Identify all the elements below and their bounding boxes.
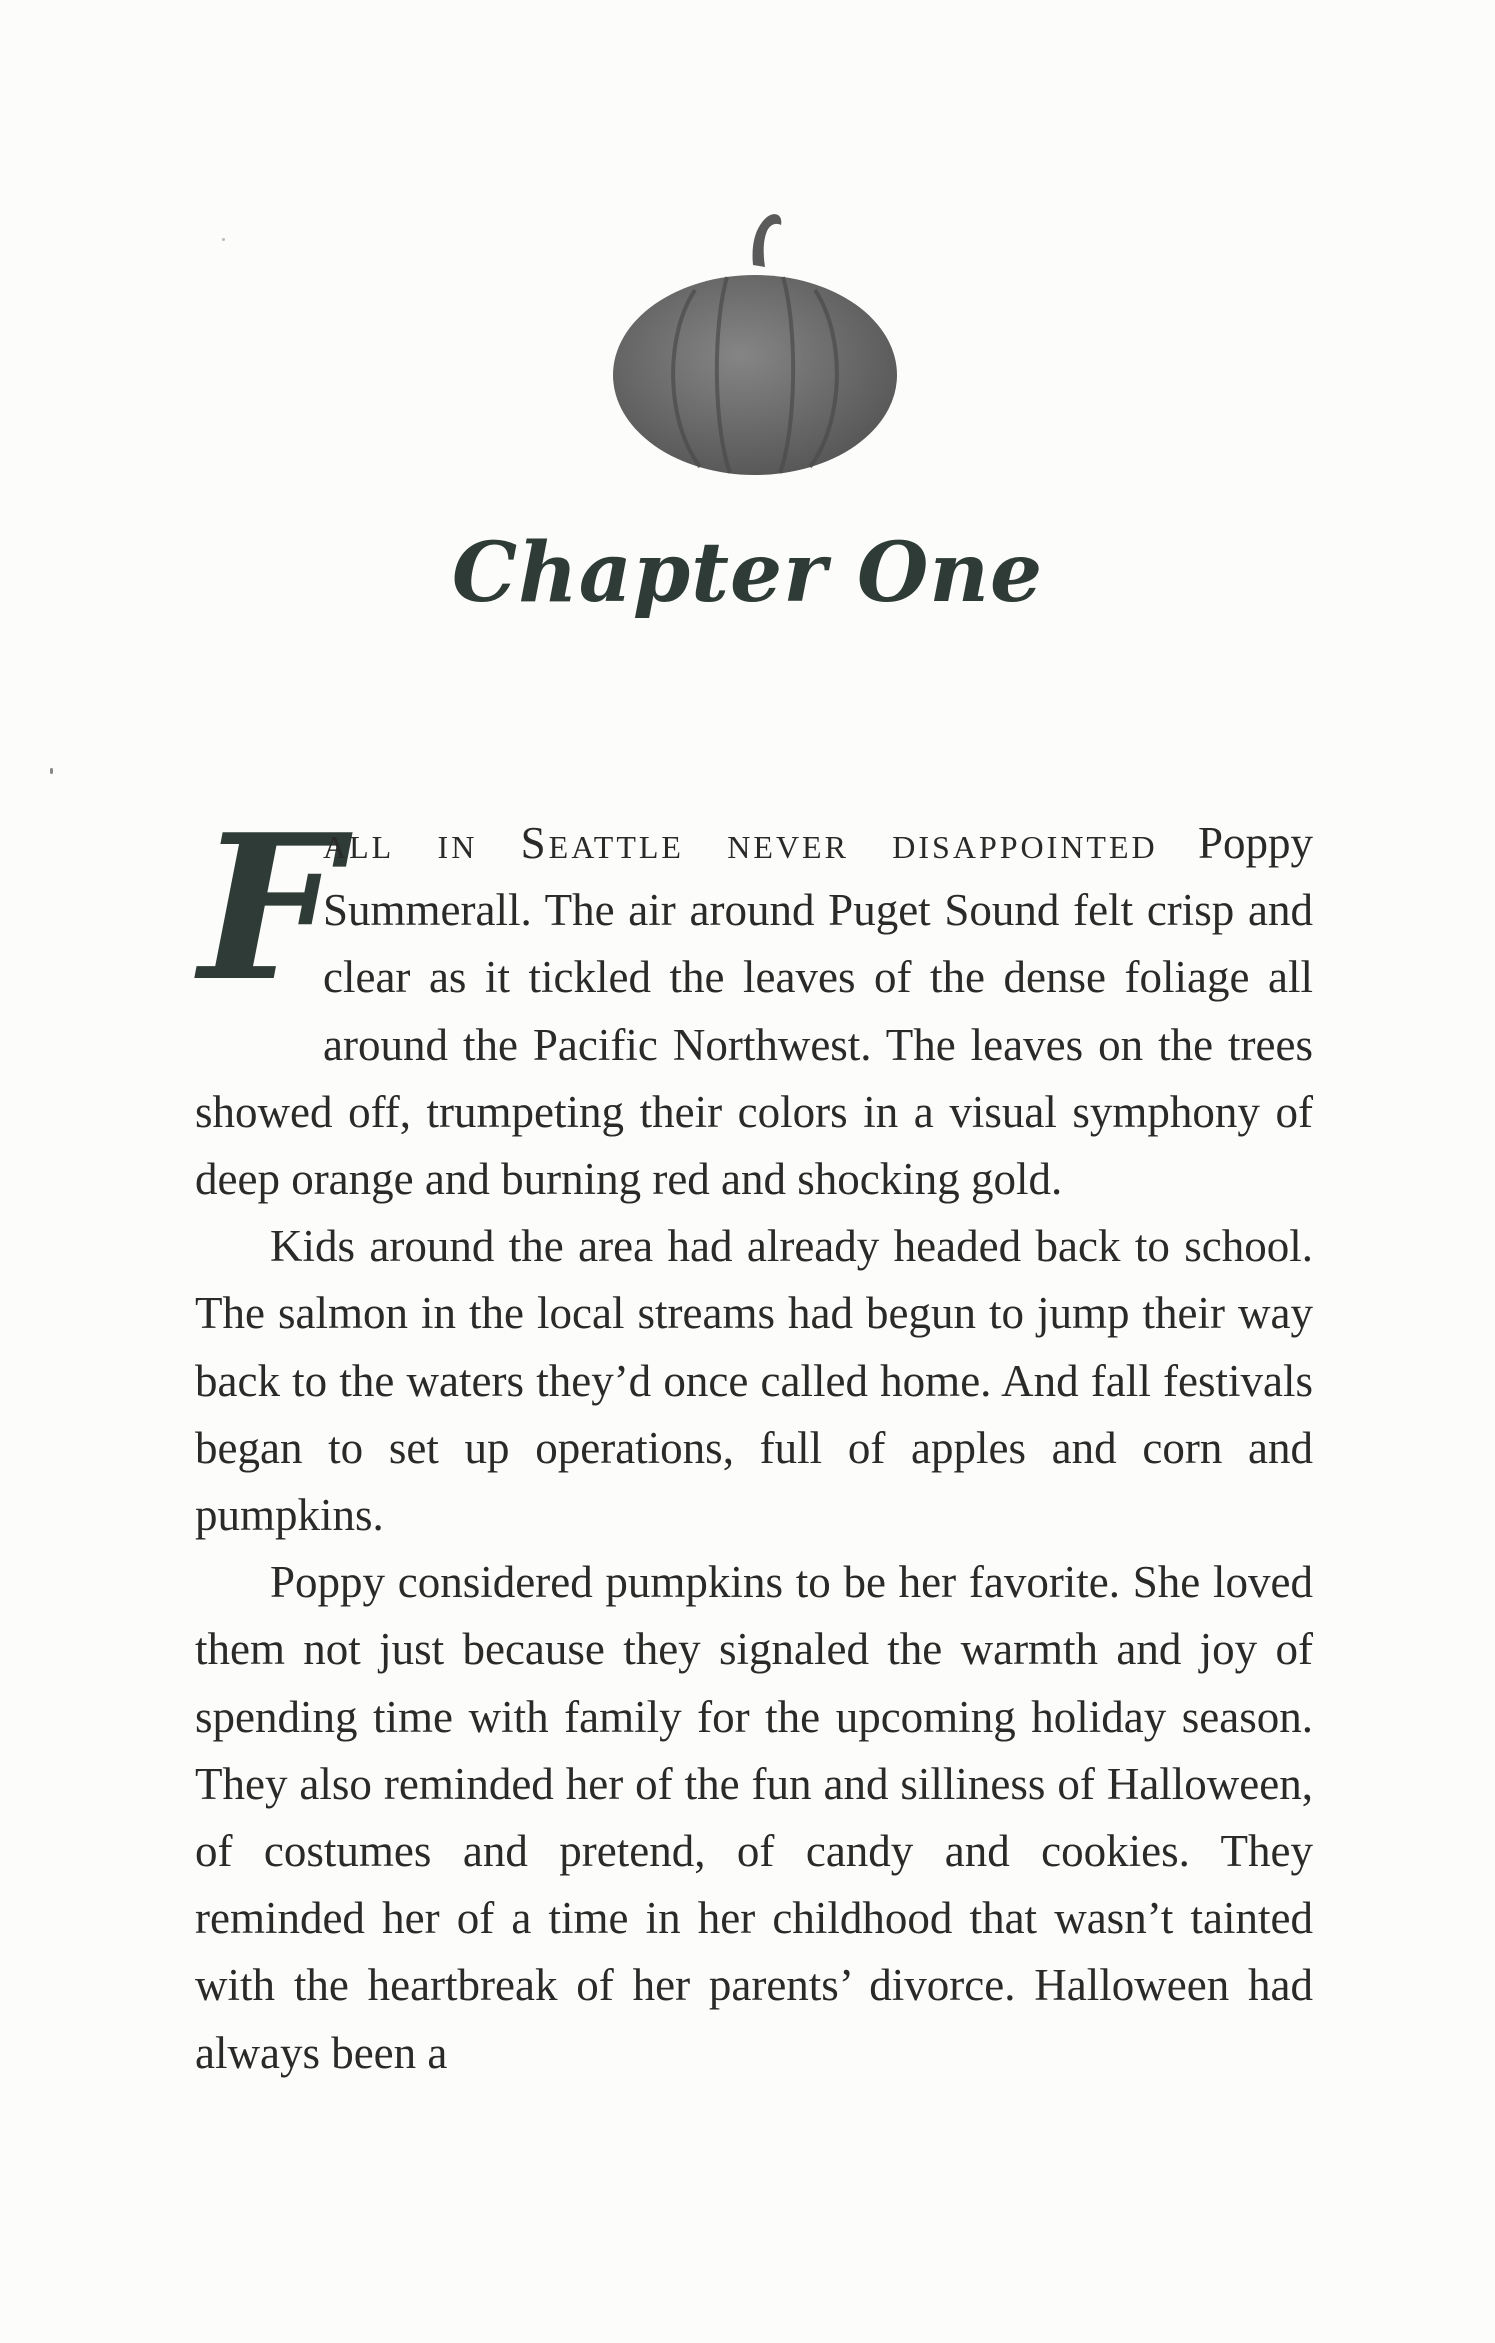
paragraph-1-text: Poppy Summerall. The air around Puget Sound felt crisp and clear as it tickled the leaves of the dense foliage all around the Pacific Northwest. The leaves on the trees showed off, trumpeting their colors in a visual symphony of deep orange and burning red and shocking gold.: [195, 818, 1314, 1205]
lead-in-smallcaps: all in Seattle never disappointed: [323, 818, 1158, 868]
drop-cap: F: [199, 791, 341, 1026]
chapter-body: [195, 791, 1314, 2087]
pumpkin-icon: [605, 205, 905, 485]
paragraph-3: Poppy considered pumpkins to be her favorite. She loved them not just because they signaled the warmth and joy of spending time with family for the upcoming holiday season. They also reminded her of the fun and silliness of Halloween, of costumes and pretend, of candy and cookies. They reminded her of a time in her childhood that wasn’t tainted with the heartbreak of her parents’ divorce. Halloween had always been a: [195, 1557, 1313, 2078]
paragraph-1: [195, 791, 1314, 1213]
paragraph-2: Kids around the area had already headed back to school. The salmon in the local streams had begun to jump their way back to the waters they’d once called home. And fall festivals began to set up operations, full of apples and corn and pumpkins.: [195, 1221, 1313, 1541]
scan-speck: [222, 238, 225, 241]
chapter-title: Chapter One: [451, 525, 1044, 621]
scan-speck: [50, 768, 53, 774]
